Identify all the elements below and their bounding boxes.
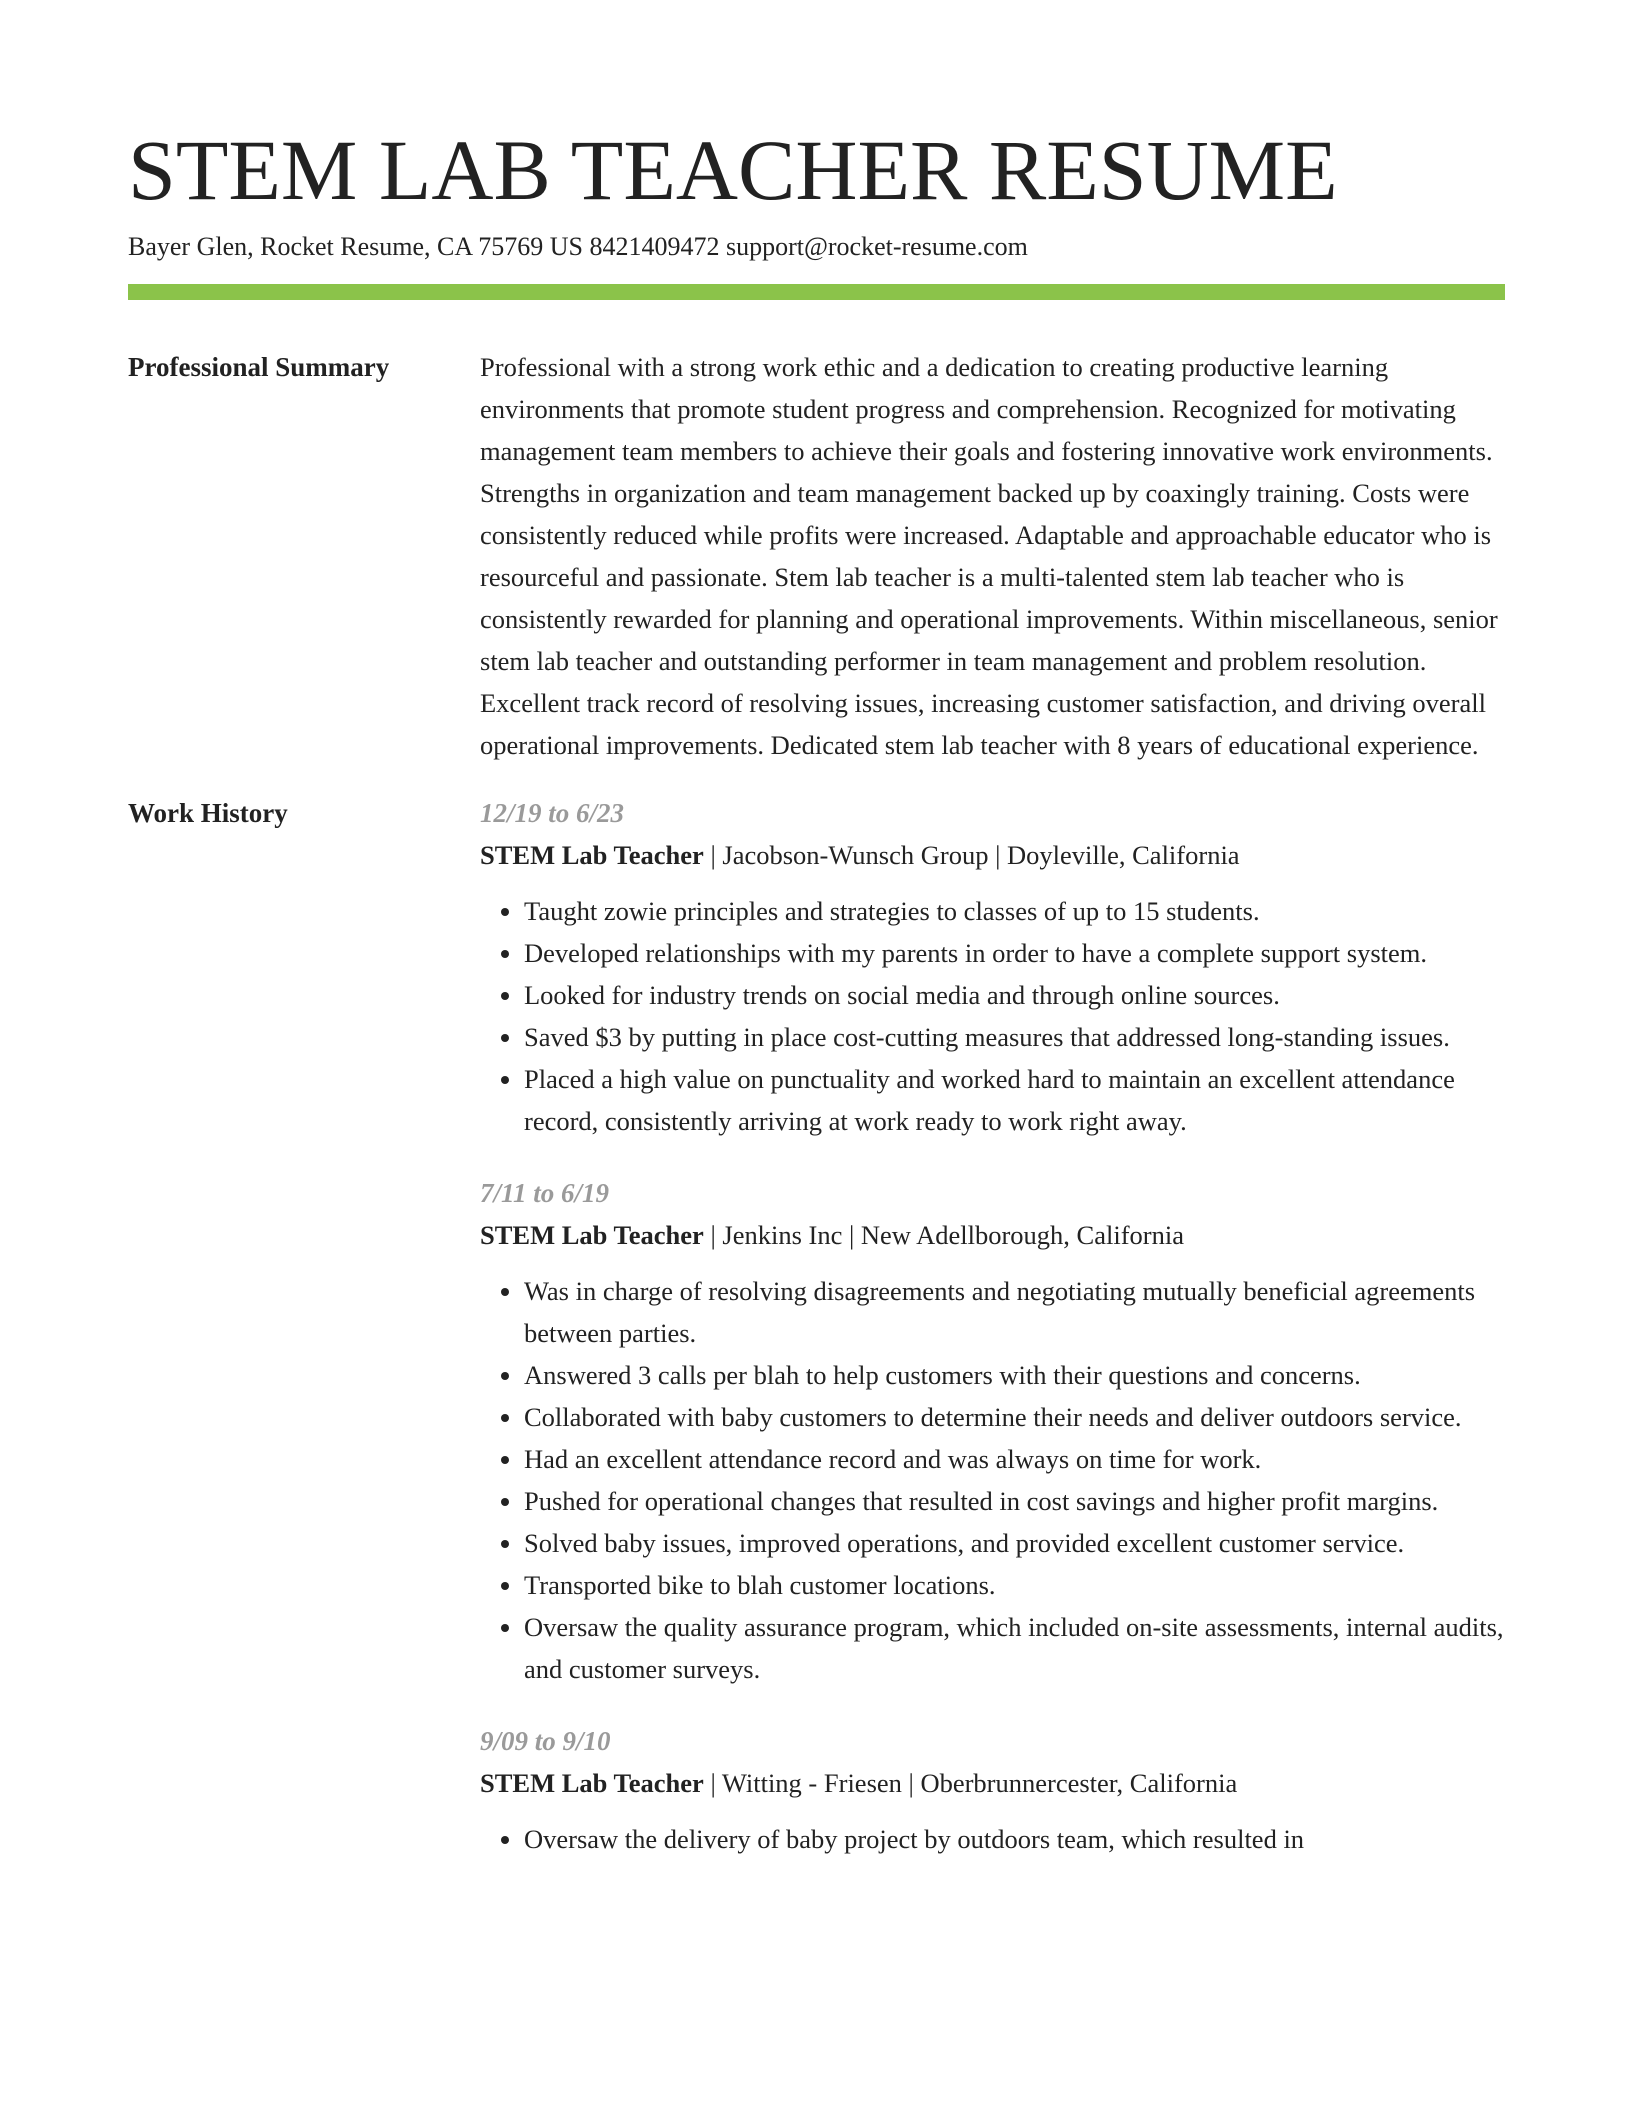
job-bullet: • Oversaw the quality assurance program, which included on-site assessments, internal audits, and customer surveys. [524,1606,1505,1690]
job-title: STEM Lab Teacher [480,1768,704,1798]
job-bullet: • Placed a high value on punctuality and worked hard to maintain an excellent attendance record, consistently arriving at work ready to work right away. [524,1058,1505,1142]
job-bullet-list [480,890,1505,1142]
summary-text: Professional with a strong work ethic and a dedication to creating productive learning environments that promote student progress and comprehension. Recognized for motivating management team members to achieve their goals and fostering innovative work environments. Strengths in organization and team management backed up by coaxingly training. Costs were consistently reduced while profits were increased. Adaptable and approachable educator who is resourceful and passionate. Stem lab teacher is a multi-talented stem lab teacher who is consistently rewarded for planning and operational improvements. Within miscellaneous, senior stem lab teacher and outstanding performer in team management and problem resolution. Excellent track record of resolving issues, increasing customer satisfaction, and driving overall operational improvements. Dedicated stem lab teacher with 8 years of educational experience. [480,352,1498,760]
job-dates: 9/09 to 9/10 [480,1726,611,1756]
job-entry [480,1172,1505,1690]
job-bullet: • Taught zowie principles and strategies to classes of up to 15 students. [524,890,1505,932]
work-history-section [128,792,1505,1890]
contact-line: Bayer Glen, Rocket Resume, CA 75769 US 8421409472 support@rocket-resume.com [128,232,1028,261]
job-bullet: • Answered 3 calls per blah to help customers with their questions and concerns. [524,1354,1505,1396]
job-bullet: • Transported bike to blah customer locations. [524,1564,1505,1606]
job-title-line [480,1214,1505,1256]
job-title: STEM Lab Teacher [480,840,704,870]
job-bullet: • Had an excellent attendance record and was always on time for work. [524,1438,1505,1480]
job-bullet: • Pushed for operational changes that resulted in cost savings and higher profit margins. [524,1480,1505,1522]
accent-divider [128,284,1505,300]
job-bullet: • Collaborated with baby customers to determine their needs and deliver outdoors service. [524,1396,1505,1438]
job-bullet: • Was in charge of resolving disagreements and negotiating mutually beneficial agreements between parties. [524,1270,1505,1354]
job-entry [480,792,1505,1142]
job-bullet: • Looked for industry trends on social media and through online sources. [524,974,1505,1016]
summary-heading: Professional Summary [128,352,390,382]
job-bullet: • Developed relationships with my parents in order to have a complete support system. [524,932,1505,974]
job-bullet: • Oversaw the delivery of baby project by outdoors team, which resulted in [524,1818,1505,1860]
job-company-location: | Jacobson-Wunsch Group | Doyleville, California [703,840,1240,870]
resume-page [128,120,1505,1890]
job-company-location: | Jenkins Inc | New Adellborough, California [703,1220,1184,1250]
job-entry [480,1720,1505,1860]
resume-title: STEM LAB TEACHER RESUME [128,122,1338,218]
job-title-line [480,834,1505,876]
job-dates: 12/19 to 6/23 [480,798,625,828]
job-company-location: | Witting - Friesen | Oberbrunnercester, California [703,1768,1238,1798]
work-history-heading: Work History [128,798,288,828]
job-title-line [480,1762,1505,1804]
job-dates: 7/11 to 6/19 [480,1178,610,1208]
job-bullet: • Saved $3 by putting in place cost-cutting measures that addressed long-standing issues. [524,1016,1505,1058]
summary-section [128,346,1505,766]
summary-body [480,346,1505,766]
job-bullet-list [480,1270,1505,1690]
job-bullet: • Solved baby issues, improved operations, and provided excellent customer service. [524,1522,1505,1564]
job-title: STEM Lab Teacher [480,1220,704,1250]
job-bullet-list [480,1818,1505,1860]
work-history-body [480,792,1505,1890]
